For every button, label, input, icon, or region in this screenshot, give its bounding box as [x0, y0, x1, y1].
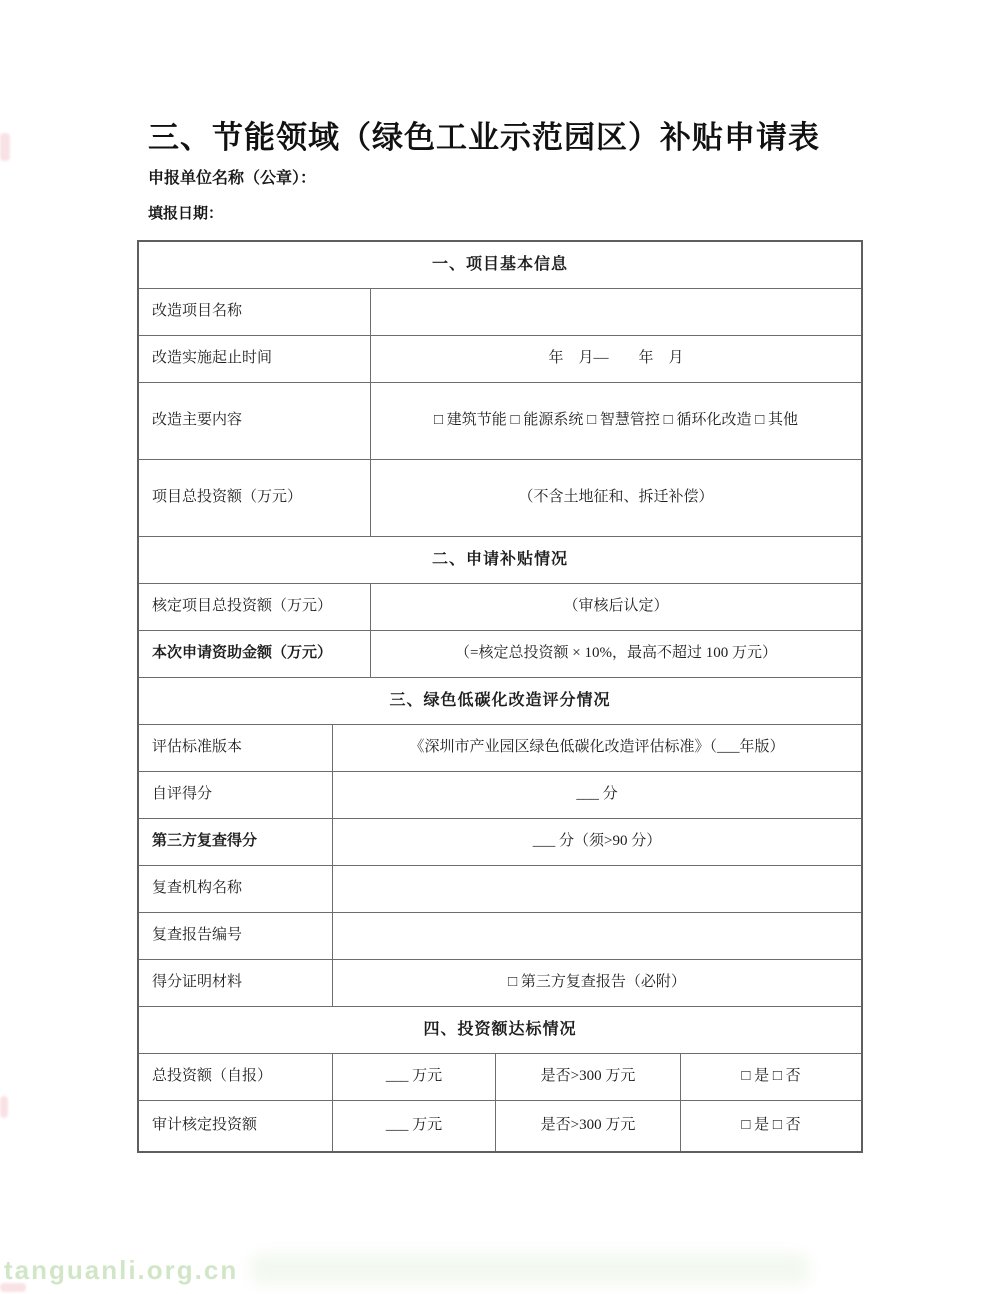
field-label: 审计核定投资额: [152, 1117, 258, 1134]
field-label: 本次申请资助金额（万元）: [152, 645, 333, 662]
section-title: 二、申请补贴情况: [431, 551, 568, 569]
field-label: 项目总投资额（万元）: [152, 489, 303, 506]
field-label: 改造主要内容: [152, 412, 243, 429]
edge-artifact: [0, 1096, 8, 1118]
site-watermark: tanguanli.org.cn: [4, 1255, 239, 1285]
row-review-agency-name: [139, 865, 861, 912]
field-label: 改造项目名称: [152, 303, 243, 320]
section-header-subsidy-request: [139, 536, 861, 583]
row-reported-investment: [139, 1053, 861, 1100]
threshold-question: 是否>300 万元: [495, 1054, 680, 1100]
field-label: 总投资额（自报）: [152, 1068, 273, 1085]
field-value: 年 月— 年 月: [370, 336, 861, 382]
field-label: 改造实施起止时间: [152, 350, 273, 367]
edge-artifact: [0, 133, 10, 161]
field-label: 第三方复查得分: [152, 833, 258, 850]
fill-date-label: 填报日期：: [148, 205, 224, 222]
watermark-smudge: [250, 1253, 810, 1285]
checkbox-yes-no: □ 是 □ 否: [680, 1054, 861, 1100]
row-score-evidence: [139, 959, 861, 1006]
row-self-assessment-score: [139, 771, 861, 818]
amount-value: ___ 万元: [332, 1054, 495, 1100]
field-value: [332, 913, 861, 959]
checkbox-yes-no: □ 是 □ 否: [680, 1101, 861, 1151]
row-review-report-number: [139, 912, 861, 959]
edge-artifact: [0, 1283, 26, 1292]
amount-value: ___ 万元: [332, 1101, 495, 1151]
field-label: 复查机构名称: [152, 880, 243, 897]
row-requested-subsidy: [139, 630, 861, 677]
row-renovation-content: [139, 382, 861, 459]
section-header-green-retrofit-score: [139, 677, 861, 724]
threshold-question: 是否>300 万元: [495, 1101, 680, 1151]
field-label: 核定项目总投资额（万元）: [152, 598, 333, 615]
field-value: [332, 866, 861, 912]
row-third-party-review-score: [139, 818, 861, 865]
field-value: [370, 289, 861, 335]
checkbox-group-renovation-content: □ 建筑节能 □ 能源系统 □ 智慧管控 □ 循环化改造 □ 其他: [370, 383, 861, 459]
section-title: 一、项目基本信息: [431, 256, 568, 274]
section-title: 四、投资额达标情况: [423, 1021, 577, 1039]
field-value: （不含土地征和、拆迁补偿）: [370, 460, 861, 536]
row-evaluation-standard-version: [139, 724, 861, 771]
field-value: （审核后认定）: [370, 584, 861, 630]
row-implementation-period: [139, 335, 861, 382]
field-label: 复查报告编号: [152, 927, 243, 944]
field-value: 《深圳市产业园区绿色低碳化改造评估标准》（___年版）: [332, 725, 861, 771]
field-label: 评估标准版本: [152, 739, 243, 756]
checkbox-third-party-report: □ 第三方复查报告（必附）: [332, 960, 861, 1006]
subsidy-application-table: [137, 240, 863, 1153]
row-total-investment: [139, 459, 861, 536]
field-label: 得分证明材料: [152, 974, 243, 991]
section-header-investment-threshold: [139, 1006, 861, 1053]
field-label: 自评得分: [152, 786, 213, 803]
applicant-name-label: 申报单位名称（公章）：: [148, 170, 317, 187]
field-value: ___ 分（须>90 分）: [332, 819, 861, 865]
row-audited-investment: [139, 1100, 861, 1151]
row-approved-investment: [139, 583, 861, 630]
section-header-basic-info: [139, 242, 861, 288]
row-project-name: [139, 288, 861, 335]
page-title: 三、节能领域（绿色工业示范园区）补贴申请表: [148, 120, 820, 155]
section-title: 三、绿色低碳化改造评分情况: [389, 692, 611, 710]
field-value: （=核定总投资额 × 10%，最高不超过 100 万元）: [370, 631, 861, 677]
field-value: ___ 分: [332, 772, 861, 818]
